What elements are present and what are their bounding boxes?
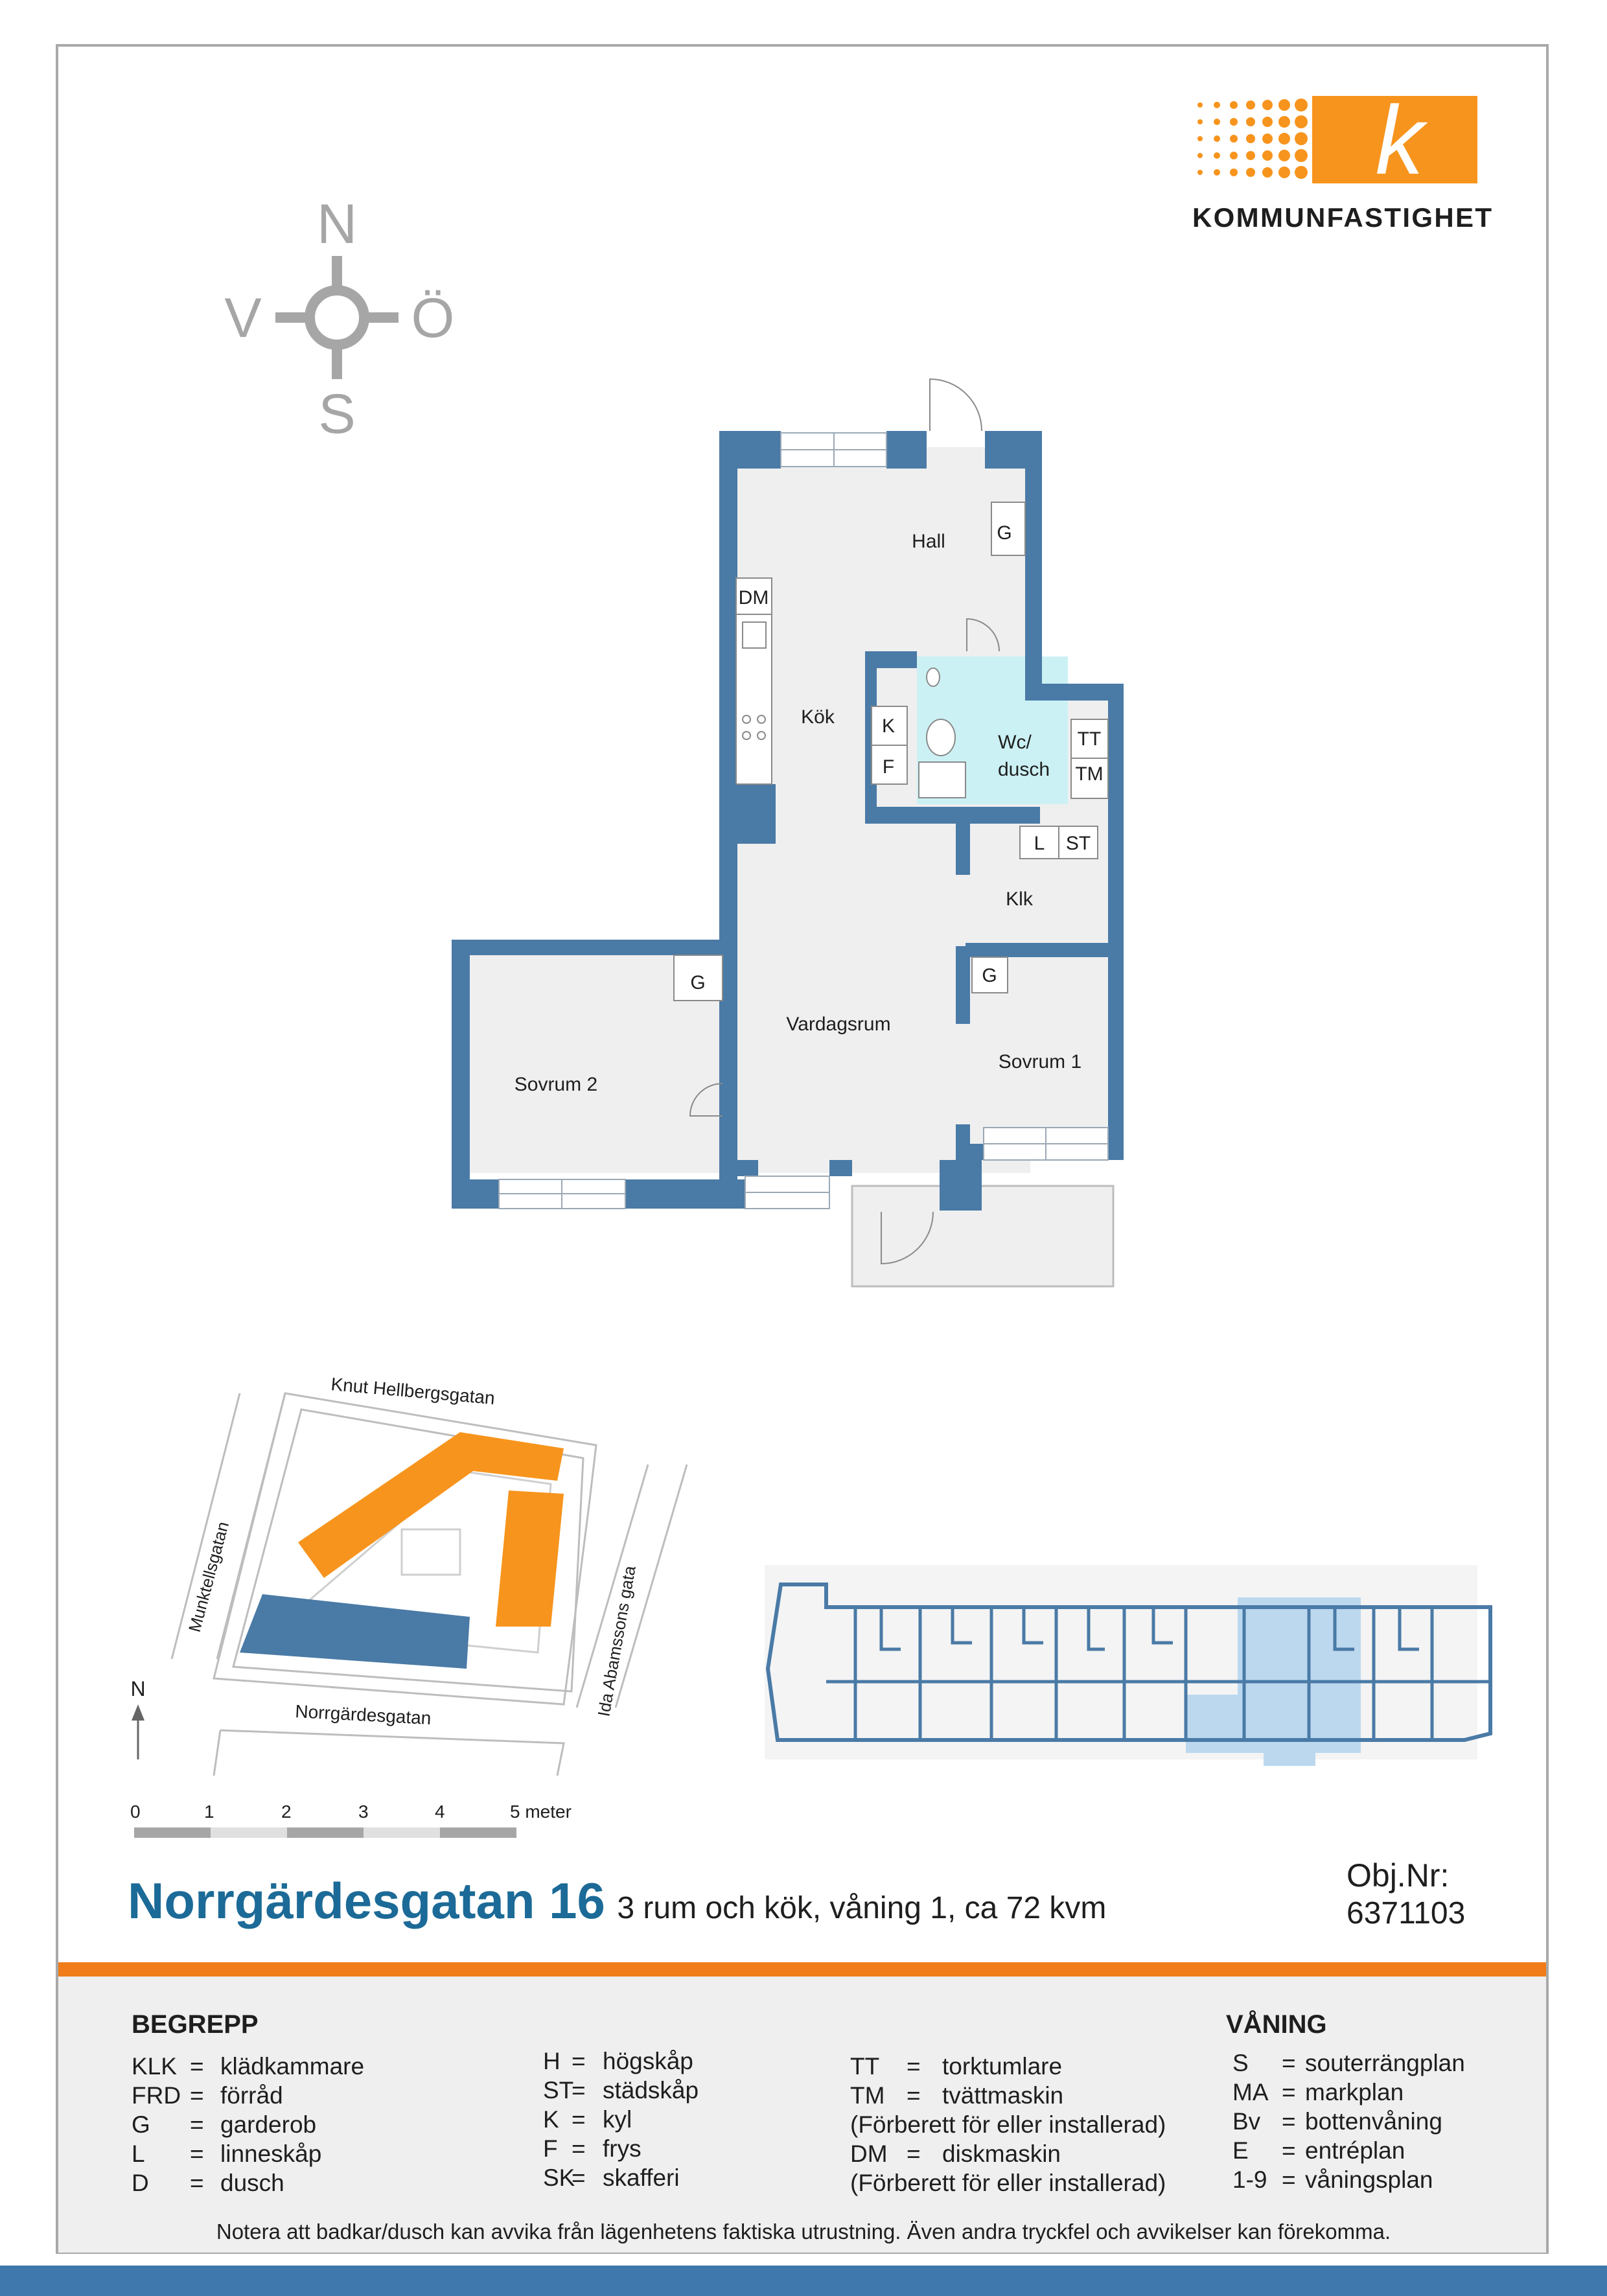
apartment-subtitle: 3 rum och kök, våning 1, ca 72 kvm	[617, 1891, 1107, 1925]
scale-tick-1: 1	[204, 1802, 214, 1822]
scale-tick-0: 0	[130, 1802, 141, 1822]
scale-tick-3: 3	[358, 1802, 369, 1822]
logo-letter: k	[1375, 96, 1424, 194]
fixture-dm: DM	[738, 587, 769, 609]
fixture-k: K	[881, 715, 896, 737]
room-wc-line1: Wc/	[998, 732, 1032, 753]
address-title: Norrgärdesgatan 16	[128, 1872, 605, 1929]
title-row	[128, 1872, 1106, 1931]
street-knut-hellbergsgatan: Knut Hellbergsgatan	[330, 1374, 496, 1409]
legend-begrepp-title: BEGREPP	[132, 2010, 259, 2039]
room-sovrum-2: Sovrum 2	[514, 1074, 598, 1095]
site-map-north: N	[130, 1677, 146, 1700]
object-number-label: Obj.Nr:	[1347, 1857, 1450, 1894]
scale-tick-4: 4	[435, 1802, 445, 1822]
room-klk: Klk	[1006, 888, 1033, 910]
compass-south: S	[318, 383, 356, 441]
fixture-tm: TM	[1075, 763, 1104, 785]
orange-divider	[58, 1962, 1546, 1977]
north-arrow-icon	[132, 1704, 145, 1759]
legend-vaning-title: VÅNING	[1226, 2010, 1327, 2039]
scale-bar	[128, 1802, 620, 1840]
fixture-tt: TT	[1077, 728, 1102, 750]
fixture-f: F	[882, 756, 895, 778]
street-munktellsgatan: Munktellsgatan	[184, 1519, 233, 1634]
fixture-g-sovrum1: G	[982, 965, 997, 986]
highlighted-apartment	[1238, 1597, 1361, 1753]
street-norrgardesgatan: Norrgärdesgatan	[294, 1701, 432, 1728]
bottom-bar	[0, 2266, 1607, 2296]
fixture-g-hall: G	[997, 522, 1012, 544]
scale-tick-2: 2	[281, 1802, 292, 1822]
compass-west: V	[224, 287, 262, 349]
street-ida-abamssons-gata: Ida Abamssons gata	[594, 1564, 640, 1719]
room-sovrum-1: Sovrum 1	[998, 1051, 1082, 1073]
logo-text: KOMMUNFASTIGHET	[1192, 202, 1492, 233]
room-kok: Kök	[801, 706, 835, 728]
disclaimer-note: Notera att badkar/dusch kan avvika från lägenhetens faktiska utrustning. Även andra tryckfel och avvikelser kan förekomma.	[216, 2220, 1391, 2244]
fixture-st: ST	[1065, 833, 1091, 854]
room-wc-line2: dusch	[997, 759, 1050, 780]
building-keyplan-drawing	[752, 1552, 1510, 1772]
object-number: 6371103	[1347, 1896, 1466, 1931]
room-vardagsrum: Vardagsrum	[786, 1014, 891, 1035]
site-map	[110, 1354, 693, 1776]
scale-tick-5: 5 meter	[510, 1802, 572, 1822]
fixture-l: L	[1034, 833, 1045, 854]
fixture-g-sovrum2: G	[690, 972, 706, 993]
room-hall: Hall	[912, 531, 945, 552]
compass-east: Ö	[411, 287, 455, 349]
balcony	[852, 1186, 1113, 1286]
compass-north: N	[316, 194, 358, 255]
